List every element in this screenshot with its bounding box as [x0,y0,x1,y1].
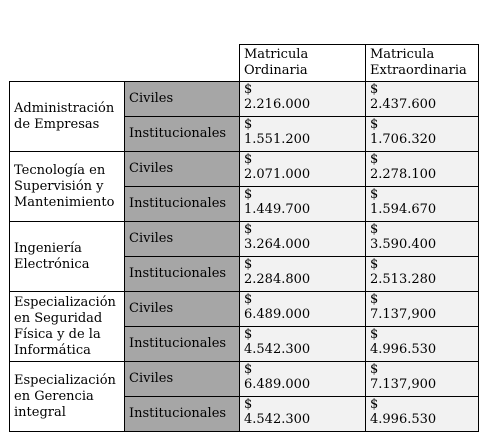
program-name: Ingeniería Electrónica [10,222,125,292]
currency-symbol: $ [370,257,379,272]
price-amount: 2.513.280 [370,272,437,287]
price-amount: 6.489.000 [244,307,311,322]
price-extraordinaria [366,117,479,152]
empty-corner [125,45,240,82]
price-amount: 1.706.320 [370,132,437,147]
price-extraordinaria [366,222,479,257]
tuition-table [9,44,479,432]
price-amount: 2.071.000 [244,167,311,182]
currency-symbol: $ [370,152,379,167]
price-ordinaria [240,152,366,187]
currency-symbol: $ [244,187,253,202]
program-name: Tecnología en Supervisión y Mantenimiento [10,152,125,222]
program-name: Administración de Empresas [10,82,125,152]
category-label: Civiles [125,222,240,257]
currency-symbol: $ [244,82,253,97]
currency-symbol: $ [370,397,379,412]
currency-symbol: $ [370,292,379,307]
currency-symbol: $ [244,397,253,412]
currency-symbol: $ [370,222,379,237]
price-amount: 2.437.600 [370,97,437,112]
header-matricula-extraordinaria: Matricula Extraordinaria [366,45,479,82]
program-name: Especialización en Seguridad Física y de la Informática [10,292,125,362]
price-amount: 4.542.300 [244,412,311,427]
currency-symbol: $ [370,117,379,132]
price-extraordinaria [366,397,479,432]
currency-symbol: $ [244,327,253,342]
category-label: Institucionales [125,257,240,292]
price-ordinaria [240,397,366,432]
currency-symbol: $ [244,222,253,237]
header-matricula-ordinaria: Matricula Ordinaria [240,45,366,82]
category-label: Institucionales [125,397,240,432]
currency-symbol: $ [244,152,253,167]
category-label: Institucionales [125,187,240,222]
price-ordinaria [240,257,366,292]
table-row [10,222,479,257]
price-ordinaria [240,327,366,362]
price-amount: 2.216.000 [244,97,311,112]
price-ordinaria [240,292,366,327]
currency-symbol: $ [370,187,379,202]
price-extraordinaria [366,362,479,397]
price-ordinaria [240,117,366,152]
price-amount: 2.278.100 [370,167,437,182]
price-amount: 6.489.000 [244,377,311,392]
price-extraordinaria [366,152,479,187]
price-amount: 7.137,900 [370,307,437,322]
currency-symbol: $ [244,292,253,307]
price-ordinaria [240,187,366,222]
price-amount: 7.137,900 [370,377,437,392]
price-amount: 1.551.200 [244,132,311,147]
currency-symbol: $ [244,117,253,132]
price-amount: 3.264.000 [244,237,311,252]
currency-symbol: $ [370,82,379,97]
category-label: Civiles [125,152,240,187]
category-label: Institucionales [125,117,240,152]
currency-symbol: $ [244,362,253,377]
price-extraordinaria [366,187,479,222]
category-label: Civiles [125,362,240,397]
price-amount: 4.996.530 [370,412,437,427]
currency-symbol: $ [370,362,379,377]
price-extraordinaria [366,327,479,362]
currency-symbol: $ [244,257,253,272]
price-amount: 4.996.530 [370,342,437,357]
empty-corner [10,45,125,82]
category-label: Civiles [125,292,240,327]
price-extraordinaria [366,82,479,117]
category-label: Institucionales [125,327,240,362]
price-extraordinaria [366,292,479,327]
program-name: Especialización en Gerencia integral [10,362,125,432]
price-ordinaria [240,362,366,397]
table-row [10,362,479,397]
category-label: Civiles [125,82,240,117]
table-row [10,152,479,187]
currency-symbol: $ [370,327,379,342]
price-ordinaria [240,222,366,257]
price-amount: 3.590.400 [370,237,437,252]
price-amount: 1.449.700 [244,202,311,217]
table-row [10,292,479,327]
price-ordinaria [240,82,366,117]
header-row [10,45,479,82]
price-extraordinaria [366,257,479,292]
price-amount: 2.284.800 [244,272,311,287]
price-amount: 1.594.670 [370,202,437,217]
price-amount: 4.542.300 [244,342,311,357]
table-row [10,82,479,117]
